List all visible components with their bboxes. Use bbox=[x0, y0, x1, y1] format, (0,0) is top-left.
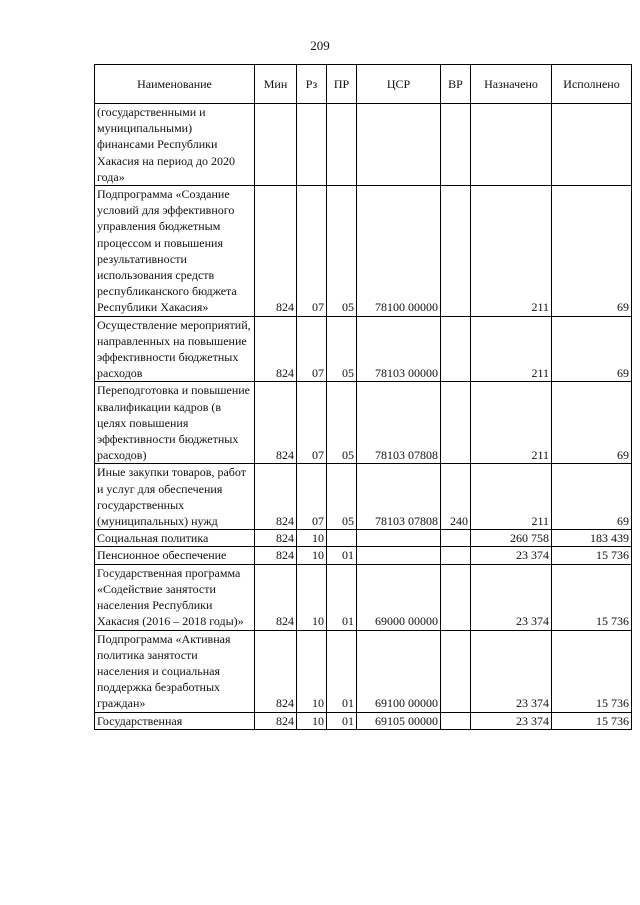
row-csr: 69105 00000 bbox=[357, 712, 441, 729]
row-name: Подпрограмма «Активная политика занятости населения и социальная поддержка безработных граждан» bbox=[95, 630, 255, 712]
table-row bbox=[95, 547, 632, 564]
row-executed: 69 bbox=[552, 382, 632, 464]
row-pr: 01 bbox=[327, 564, 357, 630]
row-min: 824 bbox=[255, 464, 297, 530]
row-rz: 10 bbox=[297, 630, 327, 712]
table-row bbox=[95, 630, 632, 712]
row-rz: 07 bbox=[297, 186, 327, 317]
row-assigned: 23 374 bbox=[471, 564, 552, 630]
table-row bbox=[95, 186, 632, 317]
row-vr bbox=[441, 186, 471, 317]
row-vr bbox=[441, 712, 471, 729]
row-min: 824 bbox=[255, 382, 297, 464]
row-assigned bbox=[471, 104, 552, 186]
row-min: 824 bbox=[255, 316, 297, 382]
row-vr bbox=[441, 547, 471, 564]
row-rz: 10 bbox=[297, 564, 327, 630]
header-min: Мин bbox=[255, 65, 297, 104]
row-vr bbox=[441, 564, 471, 630]
row-rz: 10 bbox=[297, 547, 327, 564]
row-assigned: 23 374 bbox=[471, 712, 552, 729]
header-vr: ВР bbox=[441, 65, 471, 104]
row-min: 824 bbox=[255, 712, 297, 729]
row-executed: 69 bbox=[552, 316, 632, 382]
row-pr: 05 bbox=[327, 382, 357, 464]
header-assigned: Назначено bbox=[471, 65, 552, 104]
row-vr bbox=[441, 104, 471, 186]
row-name: Иные закупки товаров, работ и услуг для обеспечения государственных (муниципальных) нужд bbox=[95, 464, 255, 530]
row-assigned: 211 bbox=[471, 316, 552, 382]
table-header-row bbox=[95, 65, 632, 104]
page-number: 209 bbox=[310, 38, 330, 53]
row-name: (государственными и муниципальными) финансами Республики Хакасия на период до 2020 года» bbox=[95, 104, 255, 186]
row-rz: 07 bbox=[297, 464, 327, 530]
row-min: 824 bbox=[255, 186, 297, 317]
row-csr bbox=[357, 530, 441, 547]
row-pr: 05 bbox=[327, 464, 357, 530]
row-executed: 15 736 bbox=[552, 630, 632, 712]
table-row bbox=[95, 564, 632, 630]
row-min: 824 bbox=[255, 564, 297, 630]
row-assigned: 211 bbox=[471, 382, 552, 464]
row-pr: 01 bbox=[327, 547, 357, 564]
header-csr: ЦСР bbox=[357, 65, 441, 104]
table-row bbox=[95, 712, 632, 729]
row-csr: 78103 07808 bbox=[357, 382, 441, 464]
row-assigned: 211 bbox=[471, 186, 552, 317]
row-executed: 15 736 bbox=[552, 547, 632, 564]
row-csr bbox=[357, 104, 441, 186]
row-assigned: 23 374 bbox=[471, 630, 552, 712]
row-name: Подпрограмма «Создание условий для эффективного управления бюджетным процессом и повышения результативности использования средств республиканского бюджета Республики Хакасия» bbox=[95, 186, 255, 317]
row-executed: 183 439 bbox=[552, 530, 632, 547]
table-row bbox=[95, 530, 632, 547]
row-rz bbox=[297, 104, 327, 186]
row-executed: 69 bbox=[552, 186, 632, 317]
row-csr: 78100 00000 bbox=[357, 186, 441, 317]
row-assigned: 260 758 bbox=[471, 530, 552, 547]
row-name: Осуществление мероприятий, направленных на повышение эффективности бюджетных расходов bbox=[95, 316, 255, 382]
row-rz: 07 bbox=[297, 316, 327, 382]
row-vr bbox=[441, 530, 471, 547]
table-row bbox=[95, 382, 632, 464]
row-csr: 78103 07808 bbox=[357, 464, 441, 530]
row-min: 824 bbox=[255, 630, 297, 712]
row-vr: 240 bbox=[441, 464, 471, 530]
row-name: Переподготовка и повышение квалификации кадров (в целях повышения эффективности бюджетных расходов) bbox=[95, 382, 255, 464]
table-row bbox=[95, 316, 632, 382]
table-row bbox=[95, 104, 632, 186]
row-pr bbox=[327, 530, 357, 547]
row-min: 824 bbox=[255, 530, 297, 547]
row-name: Социальная политика bbox=[95, 530, 255, 547]
header-pr: ПР bbox=[327, 65, 357, 104]
row-pr: 05 bbox=[327, 186, 357, 317]
row-assigned: 211 bbox=[471, 464, 552, 530]
row-pr: 05 bbox=[327, 316, 357, 382]
row-csr: 69100 00000 bbox=[357, 630, 441, 712]
row-executed: 69 bbox=[552, 464, 632, 530]
row-pr: 01 bbox=[327, 630, 357, 712]
row-vr bbox=[441, 382, 471, 464]
row-csr: 69000 00000 bbox=[357, 564, 441, 630]
row-rz: 10 bbox=[297, 530, 327, 547]
row-name: Пенсионное обеспечение bbox=[95, 547, 255, 564]
row-vr bbox=[441, 316, 471, 382]
row-min: 824 bbox=[255, 547, 297, 564]
row-executed: 15 736 bbox=[552, 712, 632, 729]
row-executed: 15 736 bbox=[552, 564, 632, 630]
row-min bbox=[255, 104, 297, 186]
row-rz: 10 bbox=[297, 712, 327, 729]
header-name: Наименование bbox=[95, 65, 255, 104]
row-csr bbox=[357, 547, 441, 564]
row-executed bbox=[552, 104, 632, 186]
row-pr bbox=[327, 104, 357, 186]
header-rz: Рз bbox=[297, 65, 327, 104]
table-row bbox=[95, 464, 632, 530]
row-assigned: 23 374 bbox=[471, 547, 552, 564]
row-name: Государственная bbox=[95, 712, 255, 729]
row-csr: 78103 00000 bbox=[357, 316, 441, 382]
row-rz: 07 bbox=[297, 382, 327, 464]
row-pr: 01 bbox=[327, 712, 357, 729]
budget-table bbox=[94, 64, 632, 730]
row-name: Государственная программа «Содействие занятости населения Республики Хакасия (2016 – 2018 годы)» bbox=[95, 564, 255, 630]
header-executed: Исполнено bbox=[552, 65, 632, 104]
row-vr bbox=[441, 630, 471, 712]
